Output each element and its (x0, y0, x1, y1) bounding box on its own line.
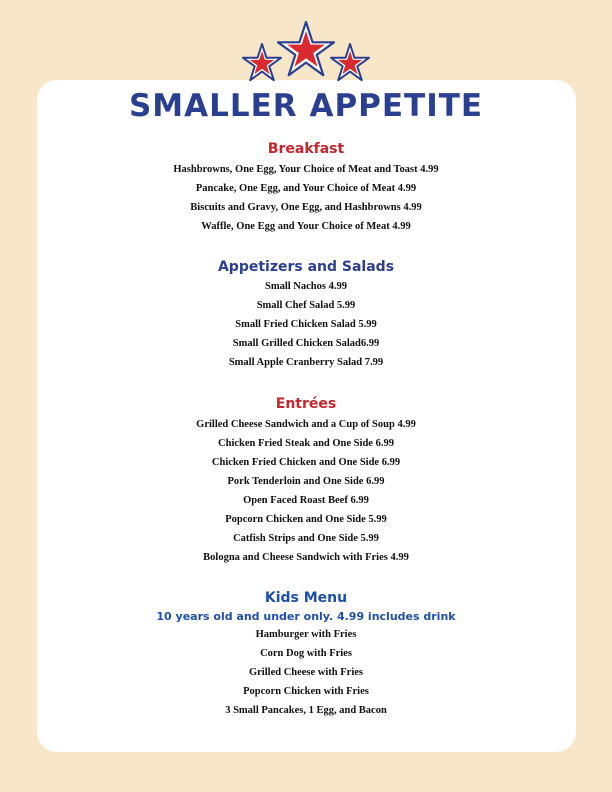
list-item: Chicken Fried Chicken and One Side 6.99 (211, 457, 401, 468)
list-item: Hamburger with Fries (255, 629, 357, 640)
list-item: Popcorn Chicken and One Side 5.99 (225, 514, 387, 525)
list-item: Small Nachos 4.99 (265, 281, 347, 292)
list-item: Pancake, One Egg, and Your Choice of Meat 4.99 (195, 183, 417, 194)
entrees-section (0, 395, 612, 567)
list-item: Small Grilled Chicken Salad6.99 (232, 338, 380, 349)
appetizers-heading: Appetizers and Salads (217, 259, 395, 275)
star-icon (278, 22, 334, 75)
appetizers-section (0, 258, 612, 372)
breakfast-list (0, 160, 612, 236)
list-item: 3 Small Pancakes, 1 Egg, and Bacon (225, 705, 387, 716)
list-item: Biscuits and Gravy, One Egg, and Hashbrowns 4.99 (190, 202, 422, 213)
list-item: Grilled Cheese with Fries (248, 667, 364, 678)
stars-logo (238, 20, 374, 88)
list-item: Bologna and Cheese Sandwich with Fries 4.99 (203, 552, 409, 563)
list-item: Waffle, One Egg and Your Choice of Meat 4.99 (201, 221, 411, 232)
appetizers-list (0, 277, 612, 372)
star-icon (243, 44, 281, 80)
list-item: Hashbrowns, One Egg, Your Choice of Meat and Toast 4.99 (173, 164, 439, 175)
list-item: Small Fried Chicken Salad 5.99 (235, 319, 377, 330)
list-item: Pork Tenderloin and One Side 6.99 (227, 476, 385, 487)
list-item: Open Faced Roast Beef 6.99 (243, 495, 369, 506)
menu-title: SMALLER APPETITE (128, 88, 484, 124)
breakfast-heading: Breakfast (267, 141, 345, 157)
kids-note: 10 years old and under only. 4.99 includes drink (156, 610, 456, 623)
star-icon (331, 44, 369, 80)
list-item: Popcorn Chicken with Fries (243, 686, 369, 697)
list-item: Small Apple Cranberry Salad 7.99 (228, 357, 384, 368)
kids-list (0, 625, 612, 720)
list-item: Corn Dog with Fries (260, 648, 352, 659)
kids-section (0, 589, 612, 720)
kids-heading: Kids Menu (264, 590, 348, 606)
list-item: Small Chef Salad 5.99 (256, 300, 356, 311)
entrees-list (0, 415, 612, 567)
entrees-heading: Entrées (275, 396, 337, 412)
list-item: Grilled Cheese Sandwich and a Cup of Soup 4.99 (196, 419, 416, 430)
list-item: Catfish Strips and One Side 5.99 (233, 533, 379, 544)
list-item: Chicken Fried Steak and One Side 6.99 (218, 438, 394, 449)
breakfast-section (0, 140, 612, 236)
